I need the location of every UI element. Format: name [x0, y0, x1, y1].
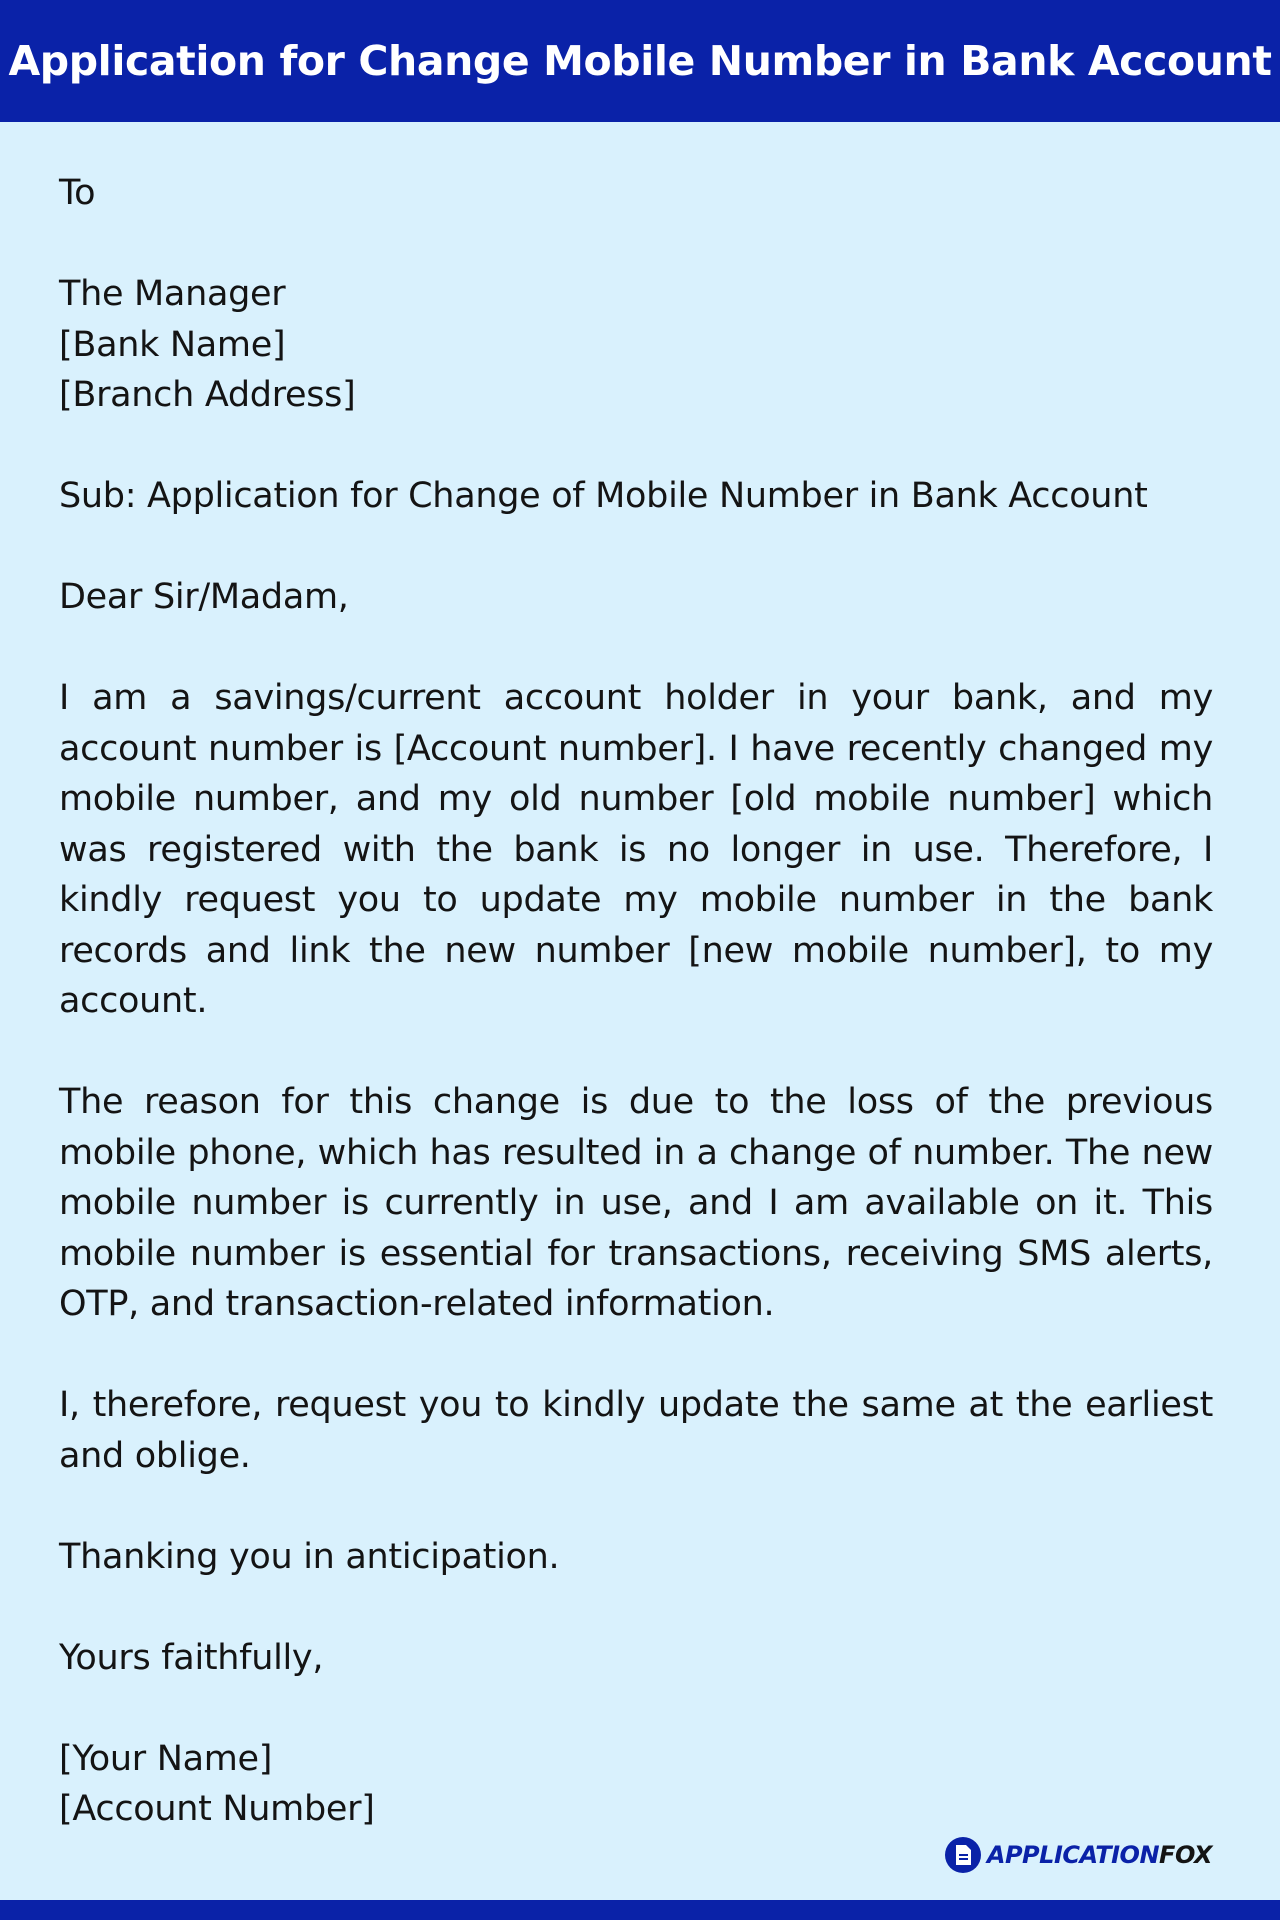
letter-body — [59, 168, 1213, 1835]
page-title: Application for Change Mobile Number in Bank Account — [8, 37, 1272, 85]
logo-text-application: APPLICATION — [986, 1841, 1160, 1869]
signature-account: [Account Number] — [59, 1789, 375, 1829]
signature-name: [Your Name] — [59, 1738, 273, 1779]
letter-subject: Sub: Application for Change of Mobile Number in Bank Account — [59, 476, 1148, 516]
footer-bar — [0, 1900, 1280, 1920]
applicationfox-logo — [945, 1837, 1212, 1873]
recipient-title: The Manager — [59, 274, 286, 314]
recipient-address: [Branch Address] — [59, 375, 356, 415]
recipient-bank: [Bank Name] — [59, 324, 286, 365]
letter-closing: Yours faithfully, — [59, 1637, 324, 1678]
document-icon — [945, 1837, 981, 1873]
body-paragraph-2: The reason for this change is due to the loss of the previous mobile phone, which has resulted in a change of number. The new mobile number is currently in use, and I am available on it. This mobile number is essential for transactions, receiving SMS alerts, OTP, and transaction-related information. — [59, 1082, 1213, 1324]
letter-thanks: Thanking you in anticipation. — [59, 1536, 560, 1577]
body-paragraph-1: I am a savings/current account holder in your bank, and my account number is [Account number]. I have recently changed my mobile number, and my old number [old mobile number] which was registered with the bank is no longer in use. Therefore, I kindly request you to update my mobile number in the bank records and link the new number [new mobile number], to my account. — [59, 678, 1213, 1021]
letter-salutation: Dear Sir/Madam, — [59, 577, 349, 617]
logo-text — [987, 1841, 1212, 1869]
body-paragraph-3: I, therefore, request you to kindly update the same at the earliest and oblige. — [59, 1385, 1213, 1476]
letter-to: To — [59, 173, 96, 213]
logo-text-fox: FOX — [1159, 1841, 1212, 1869]
page-header — [0, 0, 1280, 122]
